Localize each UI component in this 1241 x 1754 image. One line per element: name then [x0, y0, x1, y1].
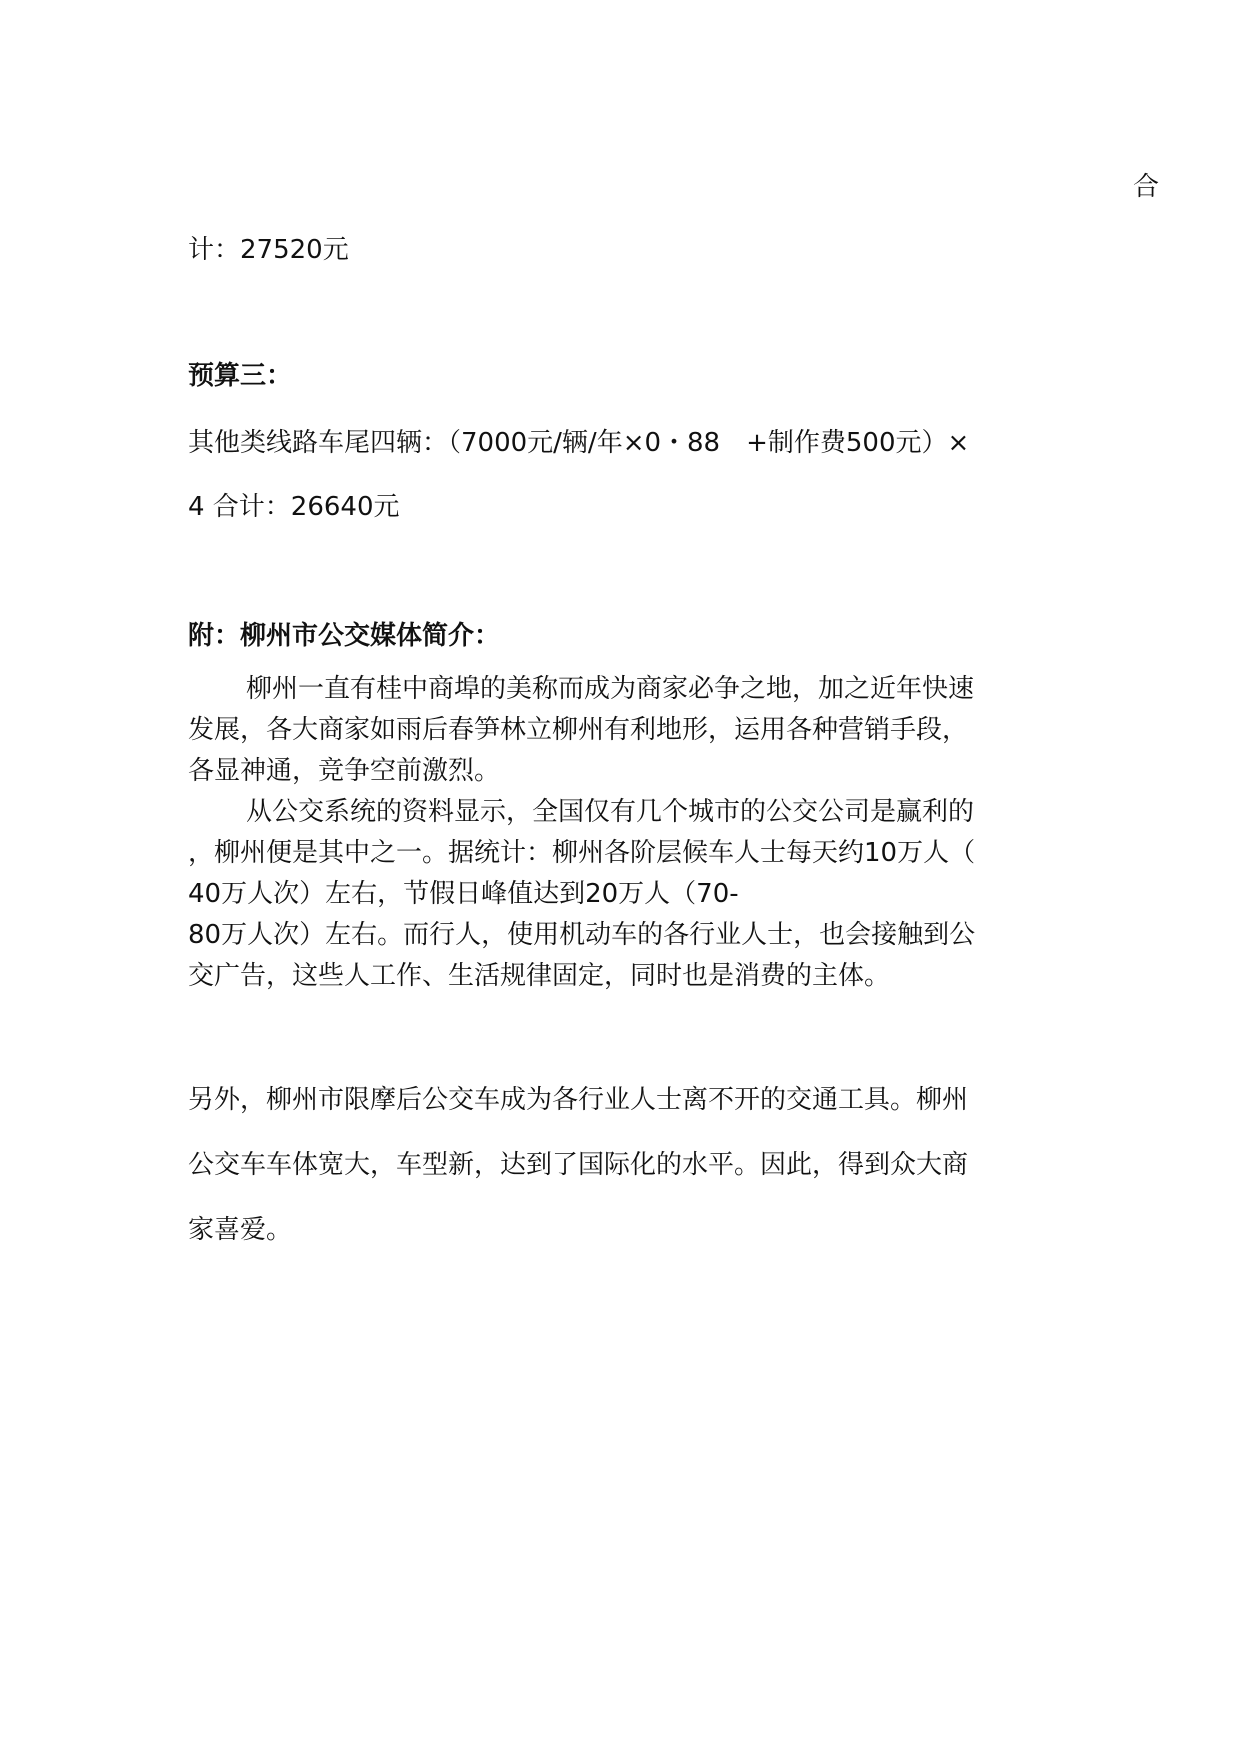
budget-three-line-1: 其他类线路车尾四辆：（7000元/辆/年×0・88 +制作费500元）× — [188, 428, 970, 458]
budget-two-total-prefix: 合 — [1133, 172, 1160, 202]
appendix-paragraph-3-line-2: 公交车车体宽大，车型新，达到了国际化的水平。因此，得到众大商 — [188, 1150, 969, 1180]
paragraph-line: ，柳州便是其中之一。据统计：柳州各阶层候车人士每天约10万人（ — [188, 838, 976, 868]
budget-two-total: 计：27520元 — [188, 235, 349, 265]
budget-three-heading: 预算三： — [188, 361, 293, 391]
appendix-paragraph-3-line-3: 家喜爱。 — [188, 1215, 293, 1245]
paragraph-line: 40万人次）左右，节假日峰值达到20万人（70- — [188, 879, 739, 909]
appendix-paragraph-1 — [188, 669, 1068, 792]
appendix-paragraph-3-line-1: 另外，柳州市限摩后公交车成为各行业人士离不开的交通工具。柳州 — [188, 1085, 969, 1115]
budget-three-line-2: 4 合计：26640元 — [188, 492, 400, 522]
paragraph-line: 从公交系统的资料显示，全国仅有几个城市的公交公司是赢利的 — [246, 797, 975, 827]
paragraph-line: 交广告，这些人工作、生活规律固定，同时也是消费的主体。 — [188, 961, 891, 991]
appendix-heading: 附：柳州市公交媒体简介： — [188, 621, 501, 651]
paragraph-line: 发展，各大商家如雨后春笋林立柳州有利地形，运用各种营销手段， — [188, 715, 969, 745]
paragraph-line: 各显神通，竞争空前激烈。 — [188, 756, 501, 786]
paragraph-line: 柳州一直有桂中商埠的美称而成为商家必争之地，加之近年快速 — [246, 674, 975, 704]
appendix-paragraph-2 — [188, 792, 1068, 997]
paragraph-line: 80万人次）左右。而行人，使用机动车的各行业人士，也会接触到公 — [188, 920, 976, 950]
